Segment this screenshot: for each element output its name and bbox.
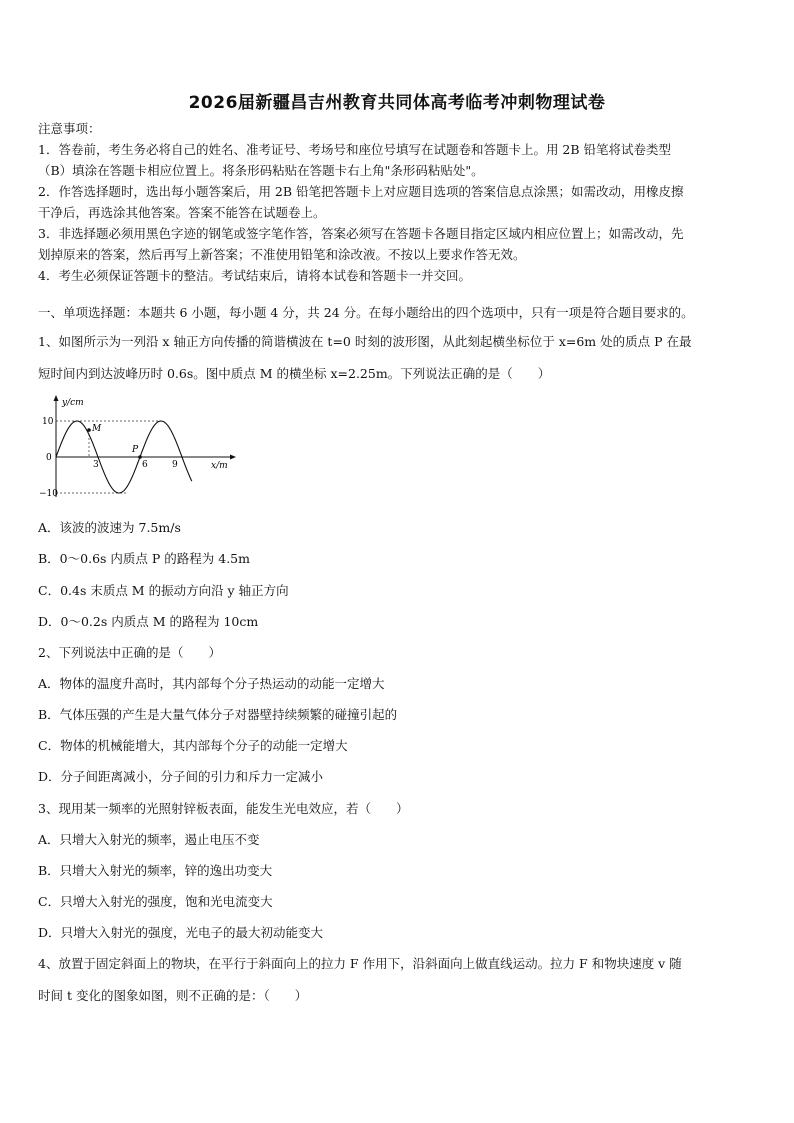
y-tick-label: 0 bbox=[46, 453, 52, 463]
q2-option-c: C．物体的机械能增大，其内部每个分子的动能一定增大 bbox=[38, 738, 348, 753]
point-m-dot bbox=[87, 428, 91, 432]
q2-option-a: A．物体的温度升高时，其内部每个分子热运动的动能一定增大 bbox=[38, 676, 385, 691]
q1-option-a: A．该波的波速为 7.5m/s bbox=[38, 520, 181, 535]
notice-line: 3．非选择题必须用黑色字迹的钢笔或签字笔作答，答案必须写在答题卡各题目指定区域内相应位置上；如需改动，先 bbox=[38, 226, 684, 241]
x-tick-label: 6 bbox=[142, 460, 148, 470]
notice-line: 1．答卷前，考生务必将自己的姓名、准考证号、考场号和座位号填写在试题卷和答题卡上。用 2B 铅笔将试卷类型 bbox=[38, 142, 672, 157]
q4-stem: 4、放置于固定斜面上的物块，在平行于斜面向上的拉力 F 作用下，沿斜面向上做直线运动。拉力 F 和物块速度 v 随 bbox=[38, 956, 682, 971]
q1-option-b: B．0～0.6s 内质点 P 的路程为 4.5m bbox=[38, 551, 250, 566]
y-tick-label: 10 bbox=[42, 417, 54, 427]
q1-option-c: C．0.4s 末质点 M 的振动方向沿 y 轴正方向 bbox=[38, 583, 289, 598]
q1-option-d: D．0～0.2s 内质点 M 的路程为 10cm bbox=[38, 614, 259, 629]
point-m-label: M bbox=[92, 424, 102, 434]
q1-stem: 短时间内到达波峰历时 0.6s。图中质点 M 的横坐标 x=2.25m。下列说法正确的是（ ） bbox=[38, 366, 551, 381]
q2-option-b: B．气体压强的产生是大量气体分子对器壁持续频繁的碰撞引起的 bbox=[38, 707, 398, 722]
notice-line: 干净后，再选涂其他答案。答案不能答在试题卷上。 bbox=[38, 205, 326, 220]
q3-option-d: D．只增大入射光的强度，光电子的最大初动能变大 bbox=[38, 925, 324, 940]
q3-option-a: A．只增大入射光的频率，遏止电压不变 bbox=[38, 832, 260, 847]
x-axis-arrow bbox=[230, 455, 236, 460]
q2-stem: 2、下列说法中正确的是（ ） bbox=[38, 645, 221, 660]
notice-line: 4．考生必须保证答题卡的整洁。考试结束后，请将本试卷和答题卡一并交回。 bbox=[38, 268, 471, 283]
notice-line: （B）填涂在答题卡相应位置上。将条形码粘贴在答题卡右上角"条形码粘贴处"。 bbox=[38, 163, 484, 178]
notice-line: 划掉原来的答案，然后再写上新答案；不准使用铅笔和涂改液。不按以上要求作答无效。 bbox=[38, 247, 526, 262]
section-heading: 一、单项选择题：本题共 6 小题，每小题 4 分，共 24 分。在每小题给出的四个选项中，只有一项是符合题目要求的。 bbox=[38, 305, 694, 320]
point-p-dot bbox=[138, 455, 142, 459]
q3-stem: 3、现用某一频率的光照射锌板表面，能发生光电效应，若（ ） bbox=[38, 801, 409, 816]
x-tick-label: 3 bbox=[93, 460, 99, 470]
point-p-label: P bbox=[132, 445, 139, 455]
notice-heading: 注意事项： bbox=[38, 121, 101, 136]
q3-option-b: B．只增大入射光的频率，锌的逸出功变大 bbox=[38, 863, 273, 878]
wave-figure bbox=[38, 392, 238, 502]
q4-stem: 时间 t 变化的图象如图，则不正确的是：（ ） bbox=[38, 988, 308, 1003]
y-tick-label: −10 bbox=[39, 489, 58, 499]
q2-option-d: D．分子间距离减小，分子间的引力和斥力一定减小 bbox=[38, 769, 324, 784]
q3-option-c: C．只增大入射光的强度，饱和光电流变大 bbox=[38, 894, 273, 909]
x-tick-label: 9 bbox=[172, 460, 178, 470]
exam-title: 2026届新疆昌吉州教育共同体高考临考冲刺物理试卷 bbox=[188, 93, 606, 113]
x-axis-label: x/m bbox=[211, 461, 228, 471]
y-axis-label: y/cm bbox=[62, 398, 84, 408]
y-axis-arrow bbox=[54, 395, 59, 401]
notice-line: 2．作答选择题时，选出每小题答案后，用 2B 铅笔把答题卡上对应题目选项的答案信息点涂黑；如需改动，用橡皮擦 bbox=[38, 184, 684, 199]
q1-stem: 1、如图所示为一列沿 x 轴正方向传播的简谐横波在 t=0 时刻的波形图，从此刻起横坐标位于 x=6m 处的质点 P 在最 bbox=[38, 334, 692, 349]
